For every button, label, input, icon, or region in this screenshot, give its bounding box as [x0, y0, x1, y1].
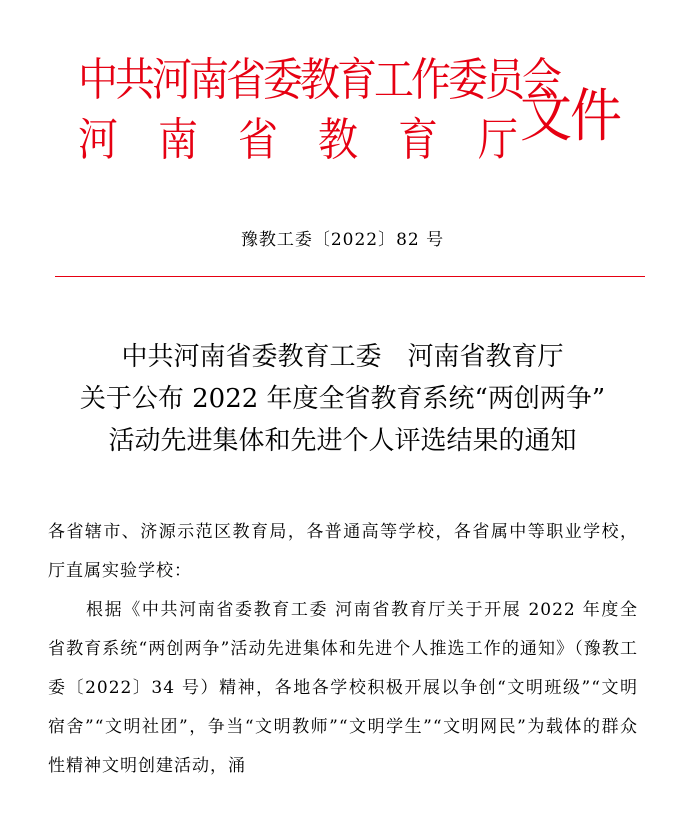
body-paragraph: 根据《中共河南省委教育工委 河南省教育厅关于开展 2022 年度全省教育系统“两创两争”活动先进集体和先进个人推选工作的通知》（豫教工委〔2022〕34 号）精神，各地各学校积极开展以争创“文明班级”“文明宿舍”“文明社团”，争当“文明教师”“文明学生”“文明网民”为载体的群众性精神文明创建活动，涌 [48, 600, 638, 776]
document-title [0, 336, 685, 462]
doc-type-label: 文件 [520, 83, 621, 150]
issuer-char: 育 [398, 114, 438, 167]
salutation: 各省辖市、济源示范区教育局，各普通高等学校，各省属中等职业学校，厅直属实验学校： [48, 522, 638, 581]
issuer-char: 省 [238, 114, 278, 167]
title-line-1: 中共河南省委教育工委 河南省教育厅 [121, 342, 564, 372]
issuer-name-party: 中共河南省委教育工作委员会 [78, 54, 559, 107]
issuer-char: 河 [78, 114, 118, 167]
issuer-name-department [78, 116, 518, 165]
title-line-2: 关于公布 2022 年度全省教育系统“两创两争” [79, 384, 606, 414]
red-divider [55, 276, 645, 277]
document-number: 豫教工委〔2022〕82 号 [240, 230, 445, 250]
issuer-char: 厅 [478, 114, 518, 167]
issuer-char: 教 [318, 114, 358, 167]
issuer-char: 南 [158, 114, 198, 167]
document-body [48, 513, 638, 786]
title-line-3: 活动先进集体和先进个人评选结果的通知 [108, 426, 577, 456]
